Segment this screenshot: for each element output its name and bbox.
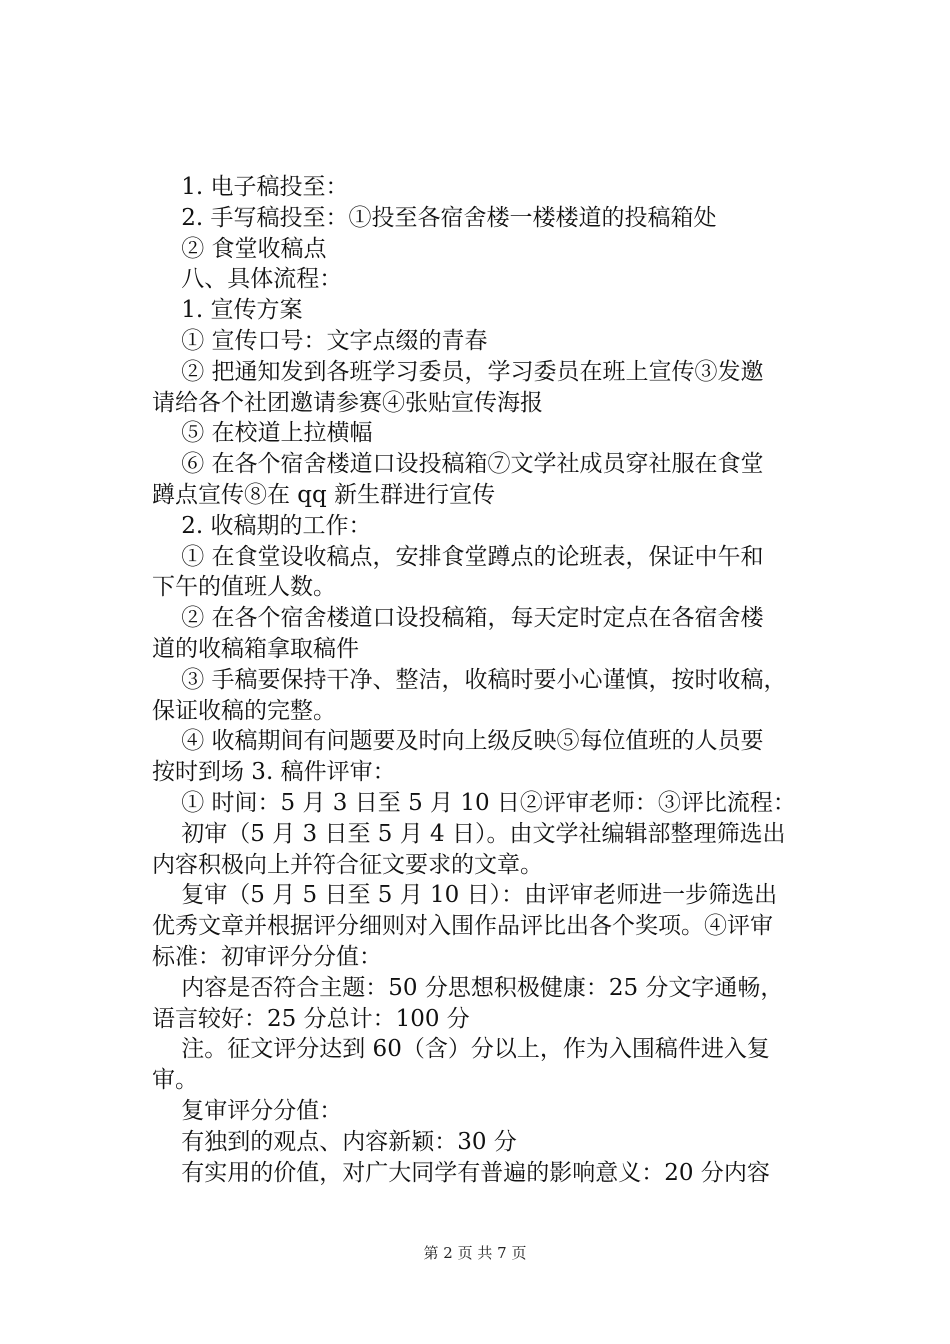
text-line: ② 食堂收稿点 [152,235,327,262]
text-line: 语言较好：25 分总计：100 分 [152,1005,470,1032]
text-line: 保证收稿的完整。 [152,697,336,724]
text-line: ② 把通知发到各班学习委员，学习委员在班上宣传③发邀 [152,358,764,385]
text-line: 下午的值班人数。 [152,574,336,601]
text-line: 有实用的价值，对广大同学有普遍的影响意义：20 分内容 [152,1159,770,1186]
text-line: ④ 收稿期间有问题要及时向上级反映⑤每位值班的人员要 [152,728,764,755]
text-line: ⑥ 在各个宿舍楼道口设投稿箱⑦文学社成员穿社服在食堂 [152,451,764,478]
text-line: 有独到的观点、内容新颖：30 分 [152,1128,517,1155]
text-line: 标准：初审评分分值： [152,943,382,970]
text-line: 审。 [152,1067,198,1094]
document-body [152,172,842,1188]
section-heading: 八、具体流程： [152,266,343,293]
text-line: 道的收稿箱拿取稿件 [152,635,359,662]
text-line: 优秀文章并根据评分细则对入围作品评比出各个奖项。④评审 [152,913,773,940]
text-line: 复审（5 月 5 日至 5 月 10 日）：由评审老师进一步筛选出 [152,882,778,909]
text-line: 初审（5 月 3 日至 5 月 4 日）。由文学社编辑部整理筛选出 [152,820,786,847]
text-line: 蹲点宣传⑧在 qq 新生群进行宣传 [152,481,496,508]
page-number-footer: 第 2 页 共 7 页 [423,1244,527,1262]
text-line: 内容积极向上并符合征文要求的文章。 [152,851,543,878]
text-line: 注。征文评分达到 60（含）分以上，作为入围稿件进入复 [152,1036,770,1063]
text-line: 1. 宣传方案 [152,297,303,324]
text-line: 按时到场 3. 稿件评审： [152,759,396,786]
text-line: ⑤ 在校道上拉横幅 [152,420,373,447]
text-line: 请给各个社团邀请参赛④张贴宣传海报 [152,389,543,416]
text-line: 1. 电子稿投至： [152,174,349,200]
text-line: 2. 手写稿投至：①投至各宿舍楼一楼楼道的投稿箱处 [152,204,717,231]
text-line: 复审评分分值： [152,1097,343,1124]
text-line: 内容是否符合主题：50 分思想积极健康：25 分文字通畅， [152,974,784,1001]
text-line: ① 时间：5 月 3 日至 5 月 10 日②评审老师：③评比流程： [152,789,796,816]
text-line: 2. 收稿期的工作： [152,512,372,539]
text-line: ① 宣传口号：文字点缀的青春 [152,327,488,354]
text-line: ② 在各个宿舍楼道口设投稿箱，每天定时定点在各宿舍楼 [152,605,764,632]
text-line: ③ 手稿要保持干净、整洁，收稿时要小心谨慎，按时收稿， [152,666,787,693]
text-line: ① 在食堂设收稿点，安排食堂蹲点的论班表，保证中午和 [152,543,764,570]
